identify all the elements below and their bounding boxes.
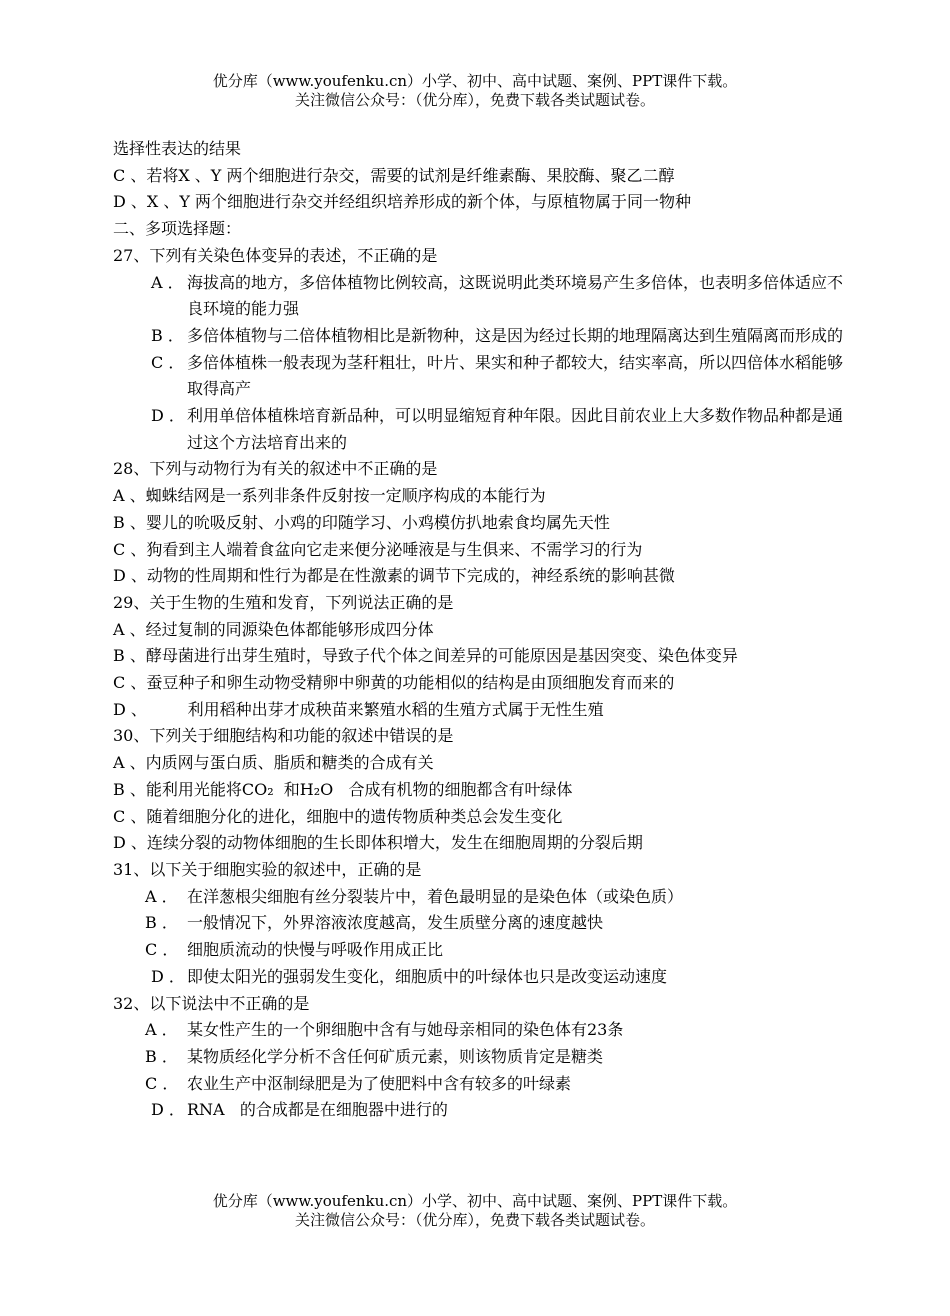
q31-option-a <box>113 884 843 911</box>
q27-option-c <box>113 350 843 403</box>
q31-option-c <box>113 937 843 964</box>
option-letter: A ． <box>151 272 184 292</box>
option-letter: D ． <box>151 1100 185 1120</box>
q32-option-d <box>113 1097 843 1124</box>
q29-option-a: A 、经过复制的同源染色体都能够形成四分体 <box>113 619 434 639</box>
q30-option-c: C 、随着细胞分化的进化，细胞中的遗传物质种类总会发生变化 <box>113 806 563 826</box>
option-letter: B ． <box>145 1046 178 1066</box>
option-letter: C ． <box>151 352 185 372</box>
option-letter: C ． <box>145 1073 179 1093</box>
option-text: 在洋葱根尖细胞有丝分裂装片中，着色最明显的是染色体（或染色质） <box>187 886 684 906</box>
q26-option-c: C 、若将X 、Y 两个细胞进行杂交，需要的试剂是纤维素酶、果胶酶、聚乙二醇 <box>113 165 675 185</box>
q29-option-d: D 、 利用稻种出芽才成秧苗来繁殖水稻的生殖方式属于无性生殖 <box>113 699 604 719</box>
q30-option-a: A 、内质网与蛋白质、脂质和糖类的合成有关 <box>113 753 434 773</box>
q30-option-d: D 、连续分裂的动物体细胞的生长即体积增大，发生在细胞周期的分裂后期 <box>113 833 643 853</box>
q26-continuation: 选择性表达的结果 <box>113 139 242 158</box>
q27-option-d <box>113 403 843 456</box>
footer-line-1: 优分库（www.youfenku.cn）小学、初中、高中试题、案例、PPT课件下载。 <box>212 1192 738 1210</box>
option-letter: A ． <box>145 886 178 906</box>
q28-stem: 28、下列与动物行为有关的叙述中不正确的是 <box>113 459 438 479</box>
q27-option-a <box>113 270 843 323</box>
q31-option-d <box>113 964 843 991</box>
option-text: 农业生产中沤制绿肥是为了使肥料中含有较多的叶绿素 <box>187 1073 572 1093</box>
q32-option-b <box>113 1044 843 1071</box>
option-text: 某物质经化学分析不含任何矿质元素，则该物质肯定是糖类 <box>187 1046 604 1066</box>
q29-stem: 29、关于生物的生殖和发育，下列说法正确的是 <box>113 592 454 612</box>
footer-line-2: 关注微信公众号：（优分库），免费下载各类试题试卷。 <box>294 1211 655 1229</box>
option-letter: B ． <box>151 325 184 345</box>
q29-option-b: B 、酵母菌进行出芽生殖时，导致子代个体之间差异的可能原因是基因突变、染色体变异 <box>113 646 738 666</box>
option-text: 利用单倍体植株培育新品种，可以明显缩短育种年限。因此目前农业上大多数作物品种都是通过这个方法培育出来的 <box>187 406 844 452</box>
option-text: 多倍体植物与二倍体植物相比是新物种，这是因为经过长期的地理隔离达到生殖隔离而形成的 <box>187 325 844 345</box>
document-body <box>113 136 843 1124</box>
option-letter: D ． <box>151 966 185 986</box>
q32-option-a <box>113 1017 843 1044</box>
header-line-2: 关注微信公众号：（优分库），免费下载各类试题试卷。 <box>294 91 655 109</box>
option-text: 一般情况下，外界溶液浓度越高，发生质壁分离的速度越快 <box>187 913 604 933</box>
option-text: 某女性产生的一个卵细胞中含有与她母亲相同的染色体有23条 <box>187 1020 624 1040</box>
q32-option-c <box>113 1071 843 1098</box>
q28-option-b: B 、婴儿的吮吸反射、小鸡的印随学习、小鸡模仿扒地索食均属先天性 <box>113 512 610 532</box>
option-text: 细胞质流动的快慢与呼吸作用成正比 <box>187 940 444 960</box>
q30-stem: 30、下列关于细胞结构和功能的叙述中错误的是 <box>113 726 454 746</box>
option-letter: C ． <box>145 940 179 960</box>
option-letter: D ． <box>151 406 185 426</box>
option-text: 即使太阳光的强弱发生变化，细胞质中的叶绿体也只是改变运动速度 <box>187 966 668 986</box>
q27-option-b <box>113 323 843 350</box>
q27-stem: 27、下列有关染色体变异的表述，不正确的是 <box>113 245 438 265</box>
q28-option-a: A 、蜘蛛结网是一系列非条件反射按一定顺序构成的本能行为 <box>113 486 546 506</box>
q31-stem: 31、以下关于细胞实验的叙述中，正确的是 <box>113 859 422 879</box>
q28-option-c: C 、狗看到主人端着食盆向它走来便分泌唾液是与生俱来、不需学习的行为 <box>113 539 643 559</box>
q32-stem: 32、以下说法中不正确的是 <box>113 993 310 1013</box>
q29-option-c: C 、蚕豆种子和卵生动物受精卵中卵黄的功能相似的结构是由顶细胞发育而来的 <box>113 673 675 693</box>
q30-option-b: B 、能利用光能将CO₂ 和H₂O 合成有机物的细胞都含有叶绿体 <box>113 779 573 799</box>
page-footer <box>0 1192 950 1230</box>
q31-option-b <box>113 910 843 937</box>
option-letter: A ． <box>145 1020 178 1040</box>
option-text: 多倍体植株一般表现为茎秆粗壮，叶片、果实和种子都较大，结实率高，所以四倍体水稻能够取得高产 <box>187 352 844 399</box>
option-text: RNA 的合成都是在细胞器中进行的 <box>187 1100 448 1120</box>
q28-option-d: D 、动物的性周期和性行为都是在性激素的调节下完成的，神经系统的影响甚微 <box>113 566 675 586</box>
option-letter: B ． <box>145 913 178 933</box>
page-header <box>0 72 950 110</box>
option-text: 海拔高的地方，多倍体植物比例较高，这既说明此类环境易产生多倍体，也表明多倍体适应不良环境的能力强 <box>187 272 844 319</box>
section-heading: 二、多项选择题： <box>113 219 242 239</box>
header-line-1: 优分库（www.youfenku.cn）小学、初中、高中试题、案例、PPT课件下载。 <box>212 72 738 90</box>
q26-option-d: D 、X 、Y 两个细胞进行杂交并经组织培养形成的新个体，与原植物属于同一物种 <box>113 192 692 212</box>
